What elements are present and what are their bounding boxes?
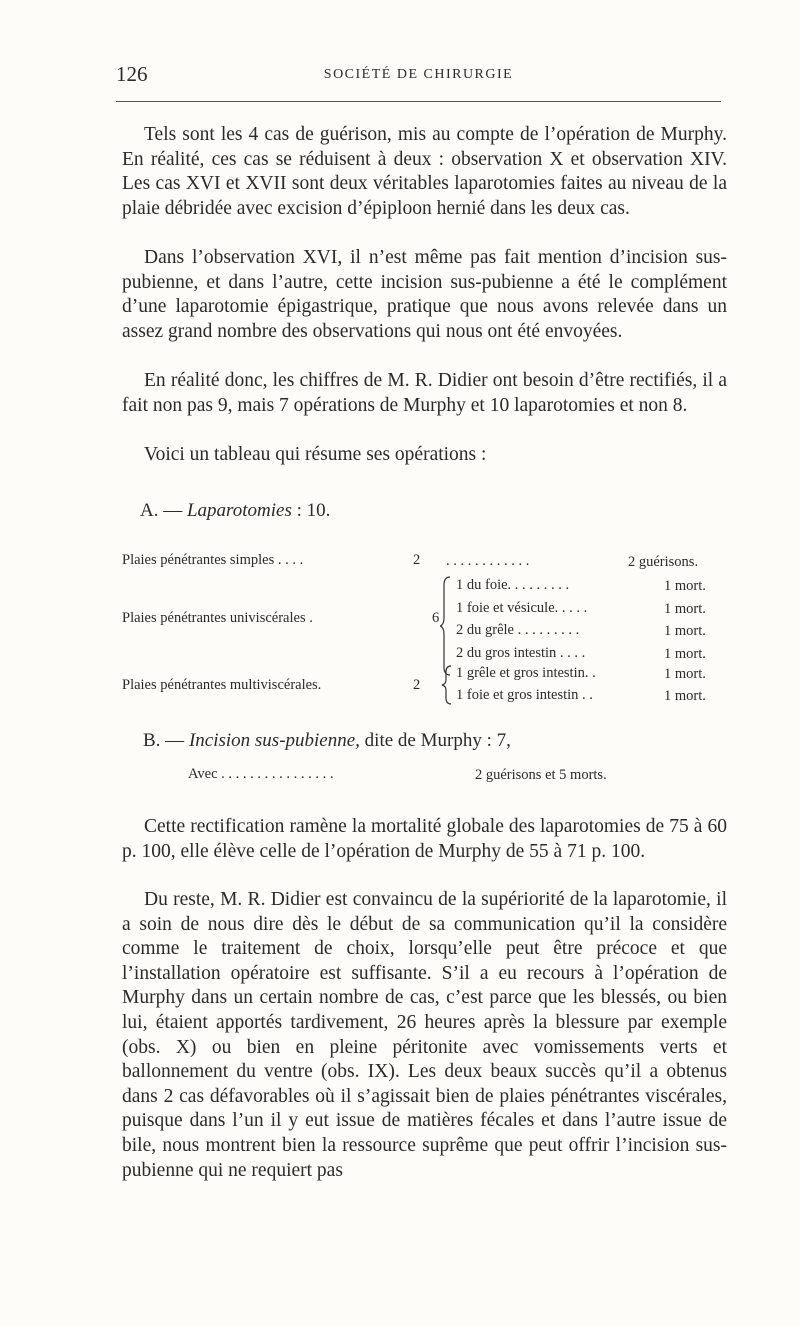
item-result: 1 mort.: [664, 688, 706, 704]
item-result: 1 mort.: [664, 666, 706, 682]
section-b-suffix: dite de Murphy : 7,: [359, 730, 511, 751]
brace-icon: [440, 575, 452, 677]
paragraph-1: Tels sont les 4 cas de guérison, mis au compte de l’opération de Murphy. En réalité, ces cas se réduisent à deux : observation X et observation XIV. Les cas XVI et XVII sont deux véritables laparotomies faites au niveau de la plaie débridée avec excision d’épiploon hernié dans les deux cas.: [122, 124, 727, 219]
section-a-suffix: : 10.: [291, 500, 331, 521]
group-label: Plaies pénétrantes univiscérales .: [122, 610, 313, 626]
section-b-prefix: B. —: [143, 730, 189, 751]
list-item: 2 du gros intestin . . . .: [456, 645, 586, 661]
avec-result: 2 guérisons et 5 morts.: [475, 767, 607, 783]
section-a-prefix: A. —: [140, 500, 187, 521]
page-number: 126: [116, 62, 148, 86]
paragraph-5: Cette rectification ramène la mortalité globale des laparotomies de 75 à 60 p. 100, elle élève celle de l’opération de Murphy de 55 à 71 p. 100.: [122, 816, 727, 862]
row-count: 2: [413, 552, 421, 568]
list-item: 2 du grêle . . . . . . . . .: [456, 622, 580, 638]
row-result: 2 guérisons.: [628, 554, 699, 570]
avec-label: Avec . . . . . . . . . . . . . . . .: [188, 766, 334, 782]
item-result: 1 mort.: [664, 623, 706, 639]
list-item: 1 foie et vésicule. . . . .: [456, 600, 588, 616]
list-item: 1 grêle et gros intestin. .: [456, 665, 596, 681]
list-item: 1 du foie. . . . . . . . .: [456, 577, 570, 593]
row-label: Plaies pénétrantes simples . . . .: [122, 552, 304, 568]
brace-icon: [441, 664, 453, 706]
list-item: 1 foie et gros intestin . .: [456, 687, 593, 703]
page-header: [116, 62, 721, 94]
row-leader: . . . . . . . . . . . .: [446, 553, 530, 569]
group-count: 6: [432, 610, 440, 626]
group-count: 2: [413, 677, 421, 693]
section-a-title: Laparotomies: [186, 500, 292, 521]
item-result: 1 mort.: [664, 646, 706, 662]
paragraph-6: Du reste, M. R. Didier est convaincu de la supériorité de la laparotomie, il a soin de nous dire dès le début de sa communication qu’il la considère comme le traitement de choix, lorsqu’elle peut être précoce et que l’installation opératoire est suffisante. S’il a eu recours à l’opération de Murphy dans un certain nombre de cas, c’est parce que les blessés, ou bien lui, étaient apportés tardivement, 26 heures après la blessure par exemple (obs. X) ou bien en pleine péritonite avec vomissements verts et ballonnement du ventre (obs. IX). Les deux beaux succès qu’il a obtenus dans 2 cas défavorables où il s’agissait bien de plaies pénétrantes viscérales, puisque dans l’un il y eut issue de matières fécales et dans l’autre issue de bile, nous montrent bien la ressource suprême que peut offrir l’incision sus-pubienne qui ne requiert pas: [122, 889, 727, 1181]
running-head: SOCIÉTÉ DE CHIRURGIE: [323, 67, 514, 82]
header-rule: [116, 101, 721, 102]
section-a-heading: [140, 500, 330, 522]
item-result: 1 mort.: [664, 578, 706, 594]
item-result: 1 mort.: [664, 601, 706, 617]
group-label: Plaies pénétrantes multiviscérales.: [122, 677, 322, 693]
section-b-title: Incision sus-pubienne,: [188, 730, 360, 751]
paragraph-4: Voici un tableau qui résume ses opérations :: [144, 444, 487, 465]
section-b-heading: [143, 730, 511, 752]
paragraph-3: En réalité donc, les chiffres de M. R. Didier ont besoin d’être rectifiés, il a fait non pas 9, mais 7 opérations de Murphy et 10 laparotomies et non 8.: [122, 370, 727, 416]
paragraph-2: Dans l’observation XVI, il n’est même pas fait mention d’incision sus-pubienne, et dans l’autre, cette incision sus-pubienne a été le complément d’une laparotomie épigastrique, pratique que nous avons relevée dans un assez grand nombre des observations qui nous ont été envoyées.: [122, 247, 727, 342]
